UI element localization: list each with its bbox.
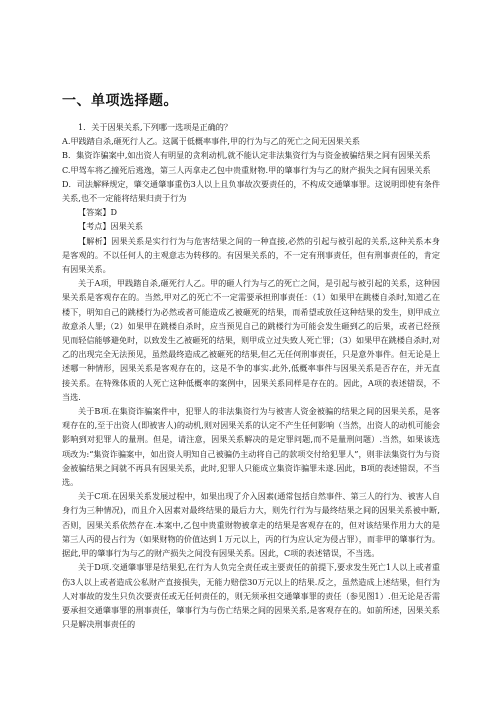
question-stem: 1．关于因果关系,下列哪一选项是正确的？ (78, 122, 233, 132)
analysis-option-d: 关于D项.交通肇事罪是结果犯,在行为人负完全责任或主要责任的前提下,要求发生死亡1人以上或者重伤3人以上或者造成公私财产直接损失，无能力赔偿30万元以上的结果.反之，虽然造成上述结果，但行为人对事故的发生只负次要责任或无任何责任的，则无须承担交通肇事罪的责任（参见图1）.但无论是否需要承担交通肇事罪的刑事责任，肇事行为与伤亡结果之间的因果关系,是客观存在的。如前所述，因果关系只是解决刑事责任的 (62, 562, 440, 630)
option-b: B．集资诈骗案中,如出资人有明显的贪利动机,就不能认定非法集资行为与资金被骗结果之间有因果关系 (62, 150, 431, 161)
analysis-option-a: 关于A项，甲践踏自杀,砸死行人乙。甲的砸人行为与乙的死亡之间，是引起与被引起的关系，这种因果关系是客观存在的。当然,甲对乙的死亡不一定需要承担刑事责任：（1）如果甲在跳楼自杀时,知道乙在楼下，明知自己的跳楼行为必然或者可能造成乙被砸死的结果，而希望或放任这种结果的发生，则甲成立故意杀人罪;（2）如果甲在跳楼自杀时，应当预见自己的跳楼行为可能会发生砸到乙的后果，或者已经预见而轻信能够避免时，以致发生乙被砸死的结果，则甲成立过失致人死亡罪；（3）如果甲在跳楼自杀时,对乙的出现完全无法预见，虽然最终造成乙被砸死的结果,但乙无任何刑事责任，只是意外事件。但无论是上述哪一种情形，因果关系是客观存在的，这是不争的事实.此外,低概率事件与因果关系是否存在，并无直接关系。在特殊体质的人死亡这种低概率的案例中，因果关系同样是存在的。因此，A项的表述错误，不当选. (62, 278, 440, 402)
document-body (62, 120, 440, 631)
option-d: D．司法解释规定，肇交通肇事重伤3人以上且负事故次要责任的，不构成交通肇事罪。这说明即使有条件关系,也不一定能将结果归责于行为 (62, 178, 440, 204)
section-title: 一、单项选择题。 (62, 93, 178, 109)
analysis-intro: 【解析】因果关系是实行行为与危害结果之间的一种直接,必然的引起与被引起的关系,这种关系本身是客观的。不以任何人的主观意志为转移的。有因果关系的，不一定有刑事责任，但有刑事责任的，肯定有因果关系。 (62, 235, 440, 275)
analysis-option-c: 关于C项.在因果关系发展过程中，如果出现了介入因素(通常包括自然事件、第三人的行为、被害人自身行为三种情况)，而且介入因素对最终结果的最后力大，则先行行为与最终结果之间的因果关系被中断,否则，因果关系依然存在.本案中,乙包中贵重财物被拿走的结果是客观存在的，但对该结果作用力大的是第三人丙的侵占行为（如果财物的价值达到１万元以上，丙的行为应认定为侵占罪），而非甲的肇事行为。据此,甲的肇事行为与乙的财产损失之间没有因果关系。因此，C项的表述错误，不当选。 (62, 491, 440, 559)
answer-line: 【答案】D (78, 207, 118, 218)
option-c: C.甲驾车将乙撞死后逃逸，第三人丙拿走乙包中贵重财物.甲的肇事行为与乙的财产损失之间有因果关系 (62, 164, 431, 175)
topic-line: 【考点】因果关系 (78, 221, 144, 232)
option-a: A.甲践踏自杀,砸死行人乙。这属于低概率事件,甲的行为与乙的死亡之间无因果关系 (62, 136, 360, 147)
analysis-option-b: 关于B项.在集资诈骗案件中，犯罪人的非法集资行为与被害人资金被骗的结果之间的因果关系，是客观存在的,至于出资人(即被害人)的动机,则对因果关系的认定不产生任何影响（当然，出资人的动机可能会影响到对犯罪人的量刑。但是，请注意，因果关系解决的是定罪问题,而不是量刑问题）.当然，如果该选项改为:“集资诈骗案中，如出资人明知自己被骗仍主动将自己的款项交付给犯罪人”，则非法集资行为与资金被骗结果之间就不再具有因果关系，此时,犯罪人只能成立集资诈骗罪未遂.因此，B项的表述错误，不当选。 (62, 406, 440, 488)
